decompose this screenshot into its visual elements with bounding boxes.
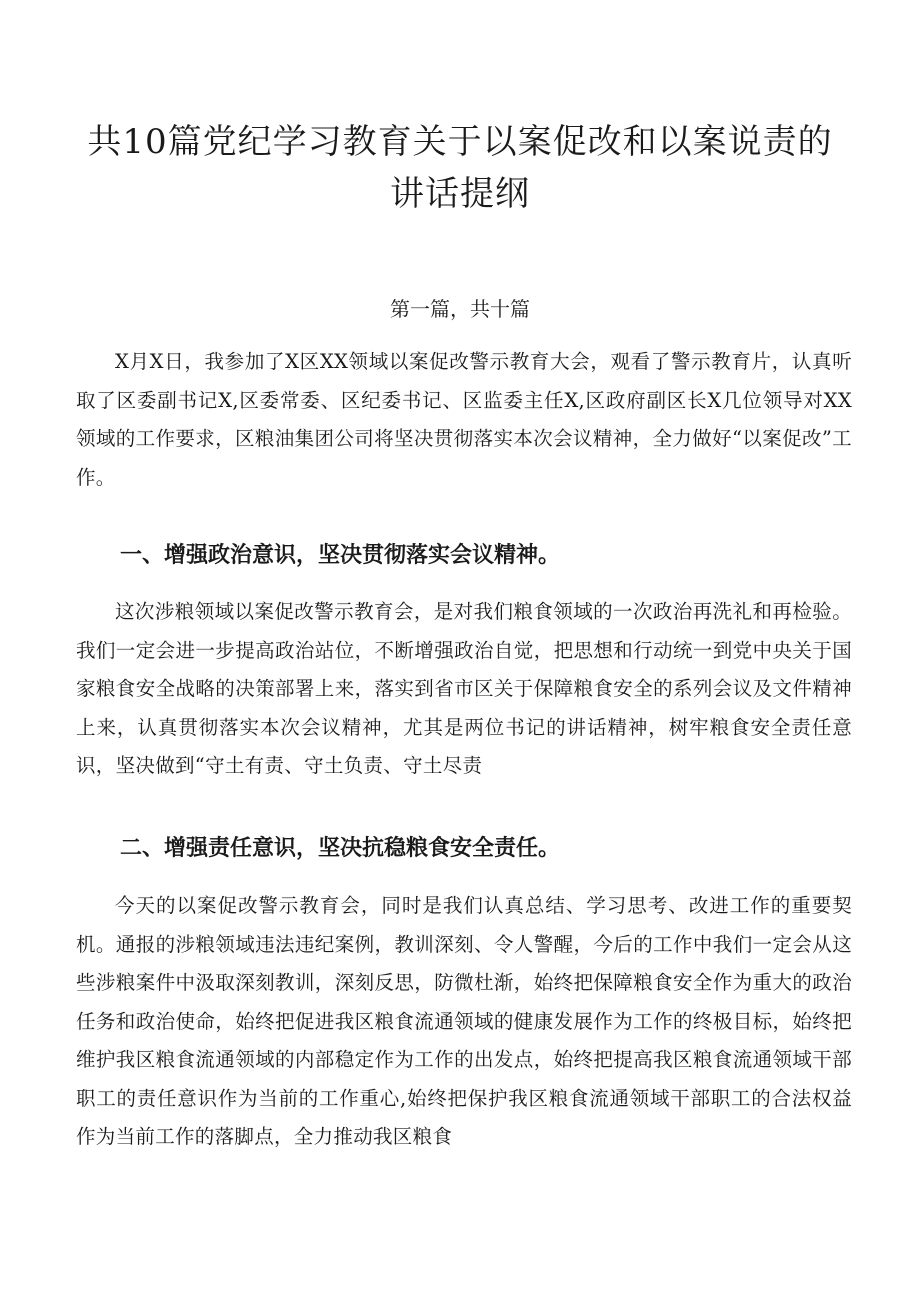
section-heading-1: 一、增强政治意识，坚决贯彻落实会议精神。 (120, 543, 561, 568)
section-heading-2: 二、增强责任意识，坚决抗稳粮食安全责任。 (120, 836, 561, 861)
body-paragraph-1: X月X日，我参加了X区XX领域以案促改警示教育大会，观看了警示教育片，认真听取了区委副书记X,区委常委、区纪委书记、区监委主任X,区政府副区长X几位领导对XX领域的工作要求，区粮油集团公司将坚决贯彻落实本次会议精神，全力做好“以案促改”工作。 (76, 350, 852, 489)
body-paragraph-2: 这次涉粮领域以案促改警示教育会，是对我们粮食领域的一次政治再洗礼和再检验。我们一定会进一步提高政治站位，不断增强政治自觉，把思想和行动统一到党中央关于国家粮食安全战略的决策部署上来，落实到省市区关于保障粮食安全的系列会议及文件精神上来，认真贯彻落实本次会议精神，尤其是两位书记的讲话精神，树牢粮食安全责任意识，坚决做到“守土有责、守土负责、守土尽责 (76, 600, 852, 777)
document-subtitle: 第一篇，共十篇 (390, 297, 530, 321)
body-paragraph-3: 今天的以案促改警示教育会，同时是我们认真总结、学习思考、改进工作的重要契机。通报的涉粮领域违法违纪案例，教训深刻、令人警醒，今后的工作中我们一定会从这些涉粮案件中汲取深刻教训，深刻反思，防微杜渐，始终把保障粮食安全作为重大的政治任务和政治使命，始终把促进我区粮食流通领域的健康发展作为工作的终极目标，始终把维护我区粮食流通领域的内部稳定作为工作的出发点，始终把提高我区粮食流通领域干部职工的责任意识作为当前的工作重心,始终把保护我区粮食流通领域干部职工的合法权益作为当前工作的落脚点，全力推动我区粮食 (76, 894, 852, 1148)
document-title: 共10篇党纪学习教育关于以案促改和以案说责的讲话提纲 (87, 122, 833, 214)
